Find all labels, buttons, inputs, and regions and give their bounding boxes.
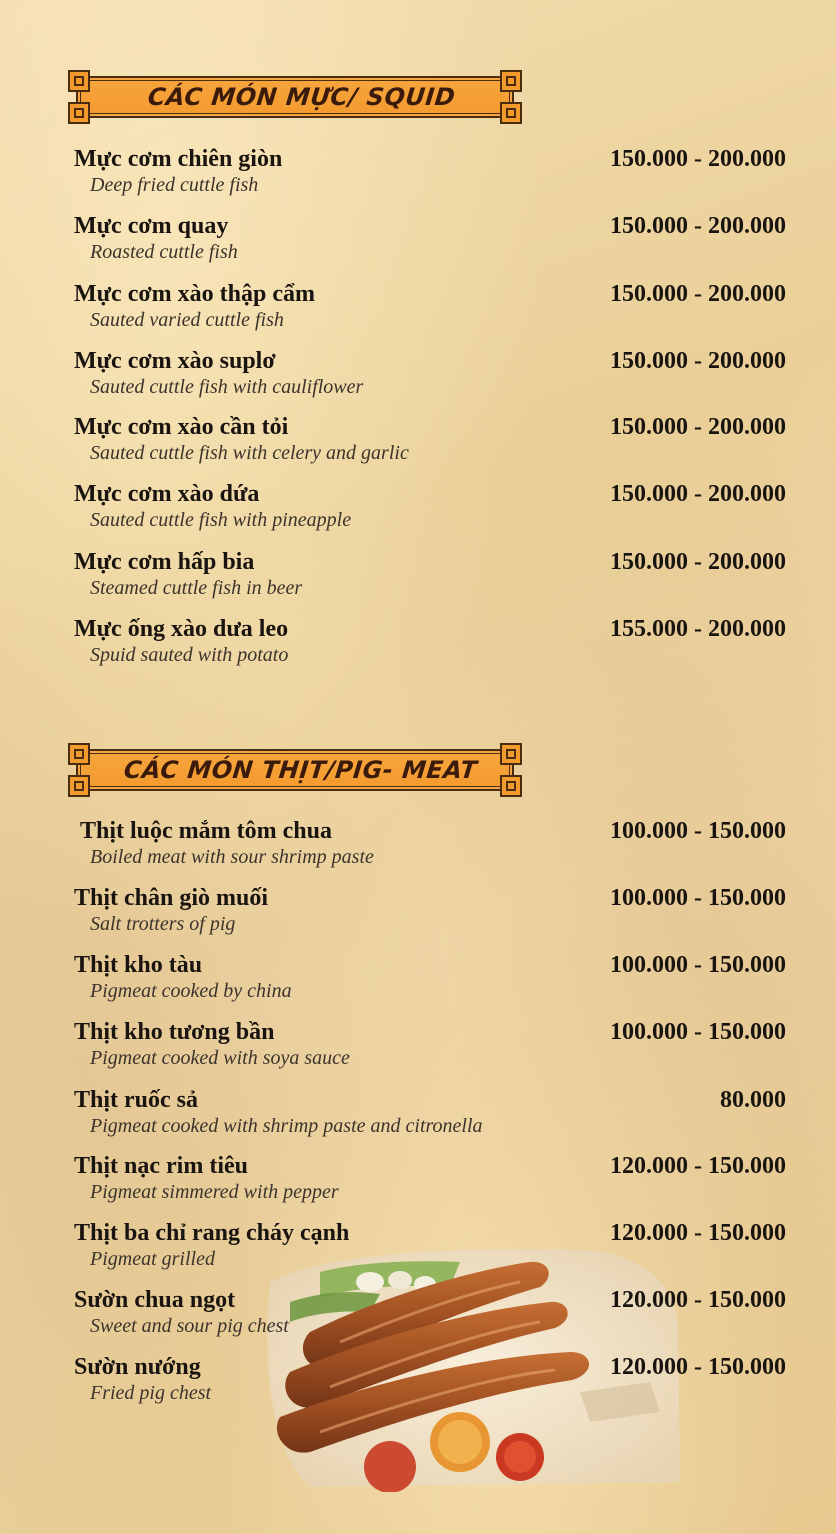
item-name: Thịt ba chỉ rang cháy cạnh (74, 1220, 350, 1246)
item-price: 150.000 - 200.000 (610, 481, 786, 507)
item-name: Thịt kho tàu (74, 952, 203, 978)
menu-item (74, 952, 786, 1012)
item-price: 100.000 - 150.000 (610, 1019, 786, 1045)
item-price: 150.000 - 200.000 (610, 414, 786, 440)
item-price: 155.000 - 200.000 (610, 616, 786, 642)
item-name: Thịt chân giò muối (74, 885, 269, 911)
item-price: 100.000 - 150.000 (610, 818, 786, 844)
item-price: 150.000 - 200.000 (610, 549, 786, 575)
item-price: 150.000 - 200.000 (610, 146, 786, 172)
item-description: Sauted varied cuttle fish (90, 309, 284, 331)
item-price: 150.000 - 200.000 (610, 213, 786, 239)
item-price: 120.000 - 150.000 (610, 1153, 786, 1179)
section-header-pig-meat (68, 743, 522, 797)
item-name: Mực ống xào dưa leo (74, 616, 289, 642)
item-description: Pigmeat cooked by china (90, 980, 292, 1002)
item-description: Roasted cuttle fish (90, 241, 238, 263)
item-price: 150.000 - 200.000 (610, 281, 786, 307)
item-description: Sweet and sour pig chest (90, 1315, 289, 1337)
item-price: 120.000 - 150.000 (610, 1354, 786, 1380)
item-price: 150.000 - 200.000 (610, 348, 786, 374)
menu-item (74, 549, 786, 609)
menu-item (74, 414, 786, 474)
item-name: Mực cơm xào cần tỏi (74, 414, 289, 440)
menu-item (74, 481, 786, 541)
item-price: 120.000 - 150.000 (610, 1287, 786, 1313)
item-description: Pigmeat grilled (90, 1248, 215, 1270)
item-description: Spuid sauted with potato (90, 644, 289, 666)
item-description: Fried pig chest (90, 1382, 212, 1404)
item-name: Mực cơm xào suplơ (74, 348, 276, 374)
menu-item (74, 1287, 786, 1347)
item-description: Pigmeat cooked with shrimp paste and citronella (90, 1115, 483, 1137)
item-description: Steamed cuttle fish in beer (90, 577, 303, 599)
item-price: 100.000 - 150.000 (610, 885, 786, 911)
item-name: Thịt luộc mắm tôm chua (80, 818, 332, 844)
section-title: CÁC MÓN MỰC/ SQUID (146, 83, 457, 111)
item-description: Sauted cuttle fish with pineapple (90, 509, 352, 531)
item-name: Thịt nạc rim tiêu (74, 1153, 248, 1179)
menu-item (74, 146, 786, 206)
item-price: 100.000 - 150.000 (610, 952, 786, 978)
menu-item (74, 616, 786, 676)
item-price: 80.000 (720, 1087, 786, 1113)
item-name: Thịt kho tương bần (74, 1019, 275, 1045)
menu-item (74, 1354, 786, 1414)
item-description: Deep fried cuttle fish (90, 174, 259, 196)
menu-item (74, 1220, 786, 1280)
item-name: Mực cơm hấp bia (74, 549, 255, 575)
menu-item (74, 885, 786, 945)
item-name: Mực cơm quay (74, 213, 229, 239)
item-name: Mực cơm xào thập cẩm (74, 281, 315, 307)
menu-item (74, 213, 786, 273)
item-name: Sườn nướng (74, 1354, 201, 1380)
item-description: Sauted cuttle fish with cauliflower (90, 376, 364, 398)
item-price: 120.000 - 150.000 (610, 1220, 786, 1246)
item-description: Pigmeat cooked with soya sauce (90, 1047, 350, 1069)
menu-item (74, 1019, 786, 1079)
section-title: CÁC MÓN THỊT/PIG- MEAT (122, 756, 479, 784)
item-name: Mực cơm chiên giòn (74, 146, 283, 172)
item-description: Salt trotters of pig (90, 913, 236, 935)
item-description: Boiled meat with sour shrimp paste (90, 846, 374, 868)
menu-item (74, 1087, 786, 1147)
item-name: Thịt ruốc sả (74, 1087, 199, 1113)
item-name: Mực cơm xào dứa (74, 481, 260, 507)
item-description: Sauted cuttle fish with celery and garlic (90, 442, 409, 464)
menu-item (74, 348, 786, 408)
item-name: Sườn chua ngọt (74, 1287, 236, 1313)
menu-item (74, 818, 786, 878)
section-header-squid (68, 70, 522, 124)
item-description: Pigmeat simmered with pepper (90, 1181, 339, 1203)
menu-item (74, 281, 786, 341)
menu-item (74, 1153, 786, 1213)
